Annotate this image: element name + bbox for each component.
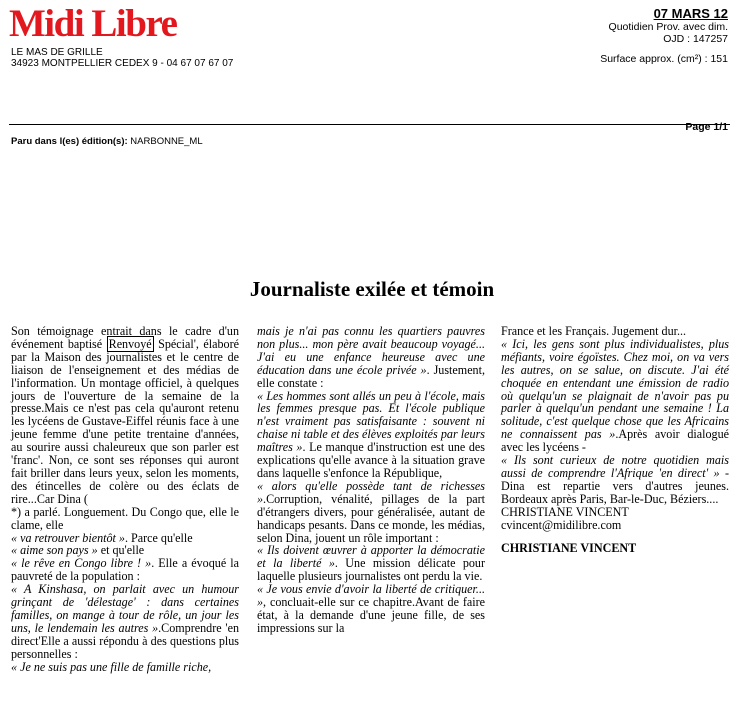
article-column-2 [257,325,485,635]
paragraph: « Ici, les gens sont plus individualistes, plus méfiants, voire égoïstes. Chez moi, on va vers les autres, on se salue, on discute. J'ai été choquée en entendant une émission de radio où quelqu'un se plaignait de n'avoir pas pu parler à quelqu'un pendant une semaine ! La solitude, c'est quelque chose que les Africains ne connaissent pas ».Après avoir dialogué avec les lycéens - [501,336,730,455]
ojd-figure: OJD : 147257 [663,33,728,45]
author-email: cvincent@midilibre.com [501,517,622,532]
paragraph: « va retrouver bientôt ». Parce qu'elle [11,530,193,545]
edition-name: NARBONNE_ML [130,136,203,147]
surface-figure: Surface approx. (cm²) : 151 [600,53,728,65]
paragraph: « le rêve en Congo libre ! ». Elle a évoqué la pauvreté de la population : [11,556,239,584]
quote: « Ils doivent œuvrer à apporter la démocratie et la liberté » [257,543,485,571]
edition-line [11,136,203,147]
paragraph: « alors qu'elle possède tant de richesses ».Corruption, vénalité, pillages de la part d'étrangers divers, pour généralisée, autant de handicaps pesants. Dans ce monde, les médias, selon Dina, jouent un rôle important : [257,478,485,545]
midi-libre-logo: Midi Libre [9,2,177,45]
quote: « le rêve en Congo libre ! » [11,556,152,571]
quote: « alors qu'elle possède tant de richesses » [257,478,485,506]
publication-meta [600,6,728,65]
paragraph: Son témoignage entrait dans le cadre d'un événement baptisé Renvoyé Spécial', élaboré par la Maison des journalistes et le centre de liaison de l'enseignement et des médias de l'information. Un montage officiel, à quelques jours de l'ouverture de la semaine de la presse.Mais ce n'est pas cela qu'auront retenu les lycéens de Gustave-Eiffel réunis face à une jeune femme d'une petite trentaine d'années, au sourire aussi chaleureux que son parler est 'franc'. Non, ce sont ses réponses qui auront fait briller dans leurs yeux, selon les moments, des étincelles de colère ou des éclats de rire...Car Dina ( [11,324,239,506]
quote: « Ici, les gens sont plus individualistes, plus méfiants, voire égoïstes. Chez moi, on va vers les autres, on se salue, on discute. J'ai été choquée en entendant une émission de radio où quelqu'un se plaignait de n'avoir pas pu parler à quelqu'un pendant une semaine ! La solitude, c'est quelque chose que les Africains ne connaissent pas » [501,336,729,442]
paragraph: « aime son pays » et qu'elle [11,543,145,558]
header-divider [9,124,730,125]
article-column-1 [11,325,239,673]
quote: « Les hommes sont allés un peu à l'école, mais les femmes presque pas. Et l'école publique n'est vraiment pas satisfaisante : souvent ni chaise ni table et des élèves exploités par leurs maîtres » [257,388,485,455]
quote: « Ils sont curieux de notre quotidien mais aussi de comprendre l'Afrique 'en direct' » [501,453,729,480]
address-line-1: LE MAS DE GRILLE [11,47,103,58]
quote: « Je vous envie d'avoir la liberté de critiquer... » [257,582,485,610]
paragraph: « Ils sont curieux de notre quotidien mais aussi de comprendre l'Afrique 'en direct' » - Dina est repartie vers d'autres jeunes. Bordeaux après Paris, Bar-le-Duc, Béziers.... [501,453,729,506]
periodicity: Quotidien Prov. avec dim. [608,21,728,33]
highlighted-word: Renvoyé [108,336,152,351]
quote: « va retrouver bientôt » [11,530,125,545]
paragraph: France et les Français. Jugement dur... [501,324,687,338]
paragraph: « Les hommes sont allés un peu à l'école, mais les femmes presque pas. Et l'école publique n'est vraiment pas satisfaisante : souvent ni chaise ni table et des élèves exploités par leurs maîtres ». Le manque d'instruction est une des explications qu'elle avance à la situation grave dans laquelle s'enfonce la République, [257,388,485,480]
paragraph: *) a parlé. Longuement. Du Congo que, elle le clame, elle [11,504,239,532]
author-line: CHRISTIANE VINCENT [501,504,629,519]
author-signature: CHRISTIANE VINCENT [501,540,637,555]
paragraph: « Ils doivent œuvrer à apporter la démocratie et la liberté ». Une mission délicate pour laquelle plusieurs journalistes ont perdu la vie. [257,543,485,584]
publisher-address [11,47,233,69]
article-column-3 [501,325,729,554]
address-line-2: 34923 MONTPELLIER CEDEX 9 - 04 67 07 67 07 [11,58,234,69]
edition-label: Paru dans l(es) édition(s): [11,136,128,147]
page-number: Page 1/1 [685,121,728,133]
quote: « aime son pays » [11,543,98,558]
paragraph [11,661,239,674]
quote: mais je n'ai pas connu les quartiers pauvres non plus... mon père avait beaucoup voyagé... J'ai eu une enfance heureuse avec une éducation dans une école privée » [257,324,485,377]
article-title: Journaliste exilée et témoin [249,277,495,301]
quote: « A Kinshasa, on parlait avec un humour grinçant de 'délestage' : dans certaines familles, on mange à tour de rôle, un jour les uns, le lendemain les autres » [11,582,239,635]
paragraph: « A Kinshasa, on parlait avec un humour grinçant de 'délestage' : dans certaines familles, on mange à tour de rôle, un jour les uns, le lendemain les autres ».Comprendre 'en direct'Elle a aussi répondu à des questions plus personnelles : [11,582,239,661]
paragraph: « Je vous envie d'avoir la liberté de critiquer... », concluait-elle sur ce chapitre.Avant de faire état, à la demande d'une jeune fille, de ses impressions sur la [257,582,485,635]
paragraph: mais je n'ai pas connu les quartiers pauvres non plus... mon père avait beaucoup voyagé... J'ai eu une enfance heureuse avec une éducation dans une école privée ». Justement, elle constate : [257,324,485,390]
quote: « Je ne suis pas une fille de famille riche, [11,659,212,674]
publication-date: 07 MARS 12 [653,6,728,21]
